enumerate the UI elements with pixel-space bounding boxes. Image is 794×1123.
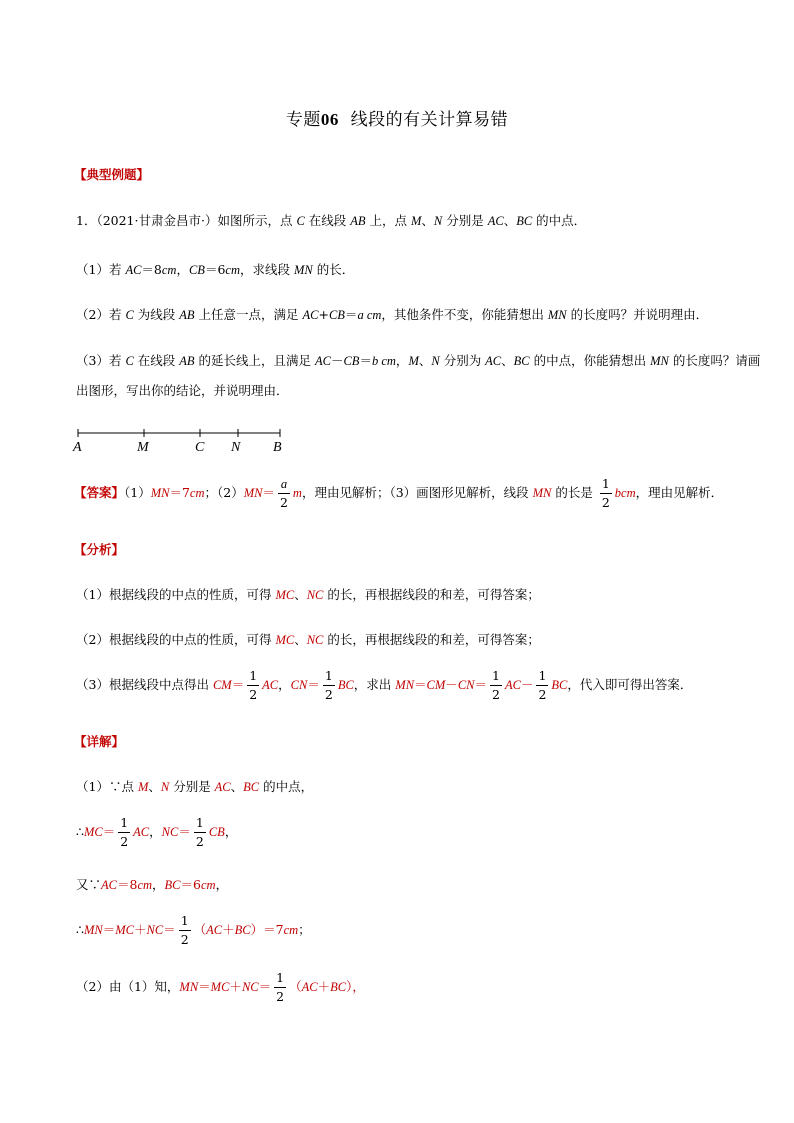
point-label-M: M bbox=[137, 440, 149, 455]
detail-line-5: （2）由（1）知，MN＝MC＋NC＝ $\frac{1}{2}$ （AC＋BC）， bbox=[76, 970, 365, 1004]
detail-line-1: （1）∵点 M、N 分别是 AC、BC 的中点， bbox=[76, 779, 314, 794]
page-title: 专题06 线段的有关计算易错 bbox=[285, 110, 509, 130]
point-label-C: C bbox=[195, 440, 205, 455]
detail-heading: 【详解】 bbox=[74, 734, 125, 749]
section-heading-examples: 【典型例题】 bbox=[74, 167, 150, 182]
analysis-line-3: （3）根据线段中点得出 CM＝ $\frac{1}{2}$ AC，CN＝ $\frac{1}{2}$ BC，求出 MN＝CM－CN＝ $\frac{1}{2}$ AC－ $\frac{1}{2}$ BC，代入即可得出答案． bbox=[76, 668, 693, 702]
point-label-N: N bbox=[231, 440, 241, 455]
segment-figure bbox=[70, 425, 290, 457]
detail-line-2: ∴MC＝ $\frac{1}{2}$ AC，NC＝ $\frac{1}{2}$ CB， bbox=[76, 815, 238, 849]
detail-line-4: ∴MN＝MC＋NC＝ $\frac{1}{2}$ （AC＋BC）＝7cm； bbox=[76, 913, 311, 947]
point-label-A: A bbox=[73, 440, 82, 455]
question-1: （1）若 AC＝8cm，CB＝6cm，求线段 MN 的长． bbox=[76, 262, 355, 277]
question-2: （2）若 C 为线段 AB 上任意一点，满足 AC+CB＝a cm，其他条件不变，你能猜想出 MN 的长度吗？并说明理由． bbox=[76, 307, 709, 322]
analysis-heading: 【分析】 bbox=[74, 542, 125, 557]
answer-line: 【答案】（1）MN＝7cm；（2）MN＝ $\frac{a}{2}$ m，理由见解析；（3）画图形见解析，线段 MN 的长是 $\frac{1}{2}$ bcm，理由见解析． bbox=[74, 476, 724, 510]
fraction-1-over-2: $\frac{1}{2}$ bbox=[601, 476, 610, 510]
analysis-line-1: （1）根据线段的中点的性质，可得 MC、NC 的长，再根据线段的和差，可得答案； bbox=[76, 587, 540, 602]
question-3-line-2: 出图形，写出你的结论，并说明理由． bbox=[76, 383, 289, 398]
point-label-B: B bbox=[273, 440, 282, 455]
fraction-a-over-2: $\frac{a}{2}$ bbox=[279, 477, 288, 510]
detail-line-3: 又∵AC＝8cm，BC＝6cm， bbox=[76, 877, 229, 892]
problem-intro: 1．（2021·甘肃金昌市·）如图所示，点 C 在线段 AB 上，点 M、N 分别是 AC、BC 的中点． bbox=[76, 213, 587, 228]
question-3-line-1: （3）若 C 在线段 AB 的延长线上，且满足 AC－CB＝b cm，M、N 分别为 AC、BC 的中点，你能猜想出 MN 的长度吗？请画 bbox=[76, 353, 761, 368]
analysis-line-2: （2）根据线段的中点的性质，可得 MC、NC 的长，再根据线段的和差，可得答案； bbox=[76, 632, 540, 647]
